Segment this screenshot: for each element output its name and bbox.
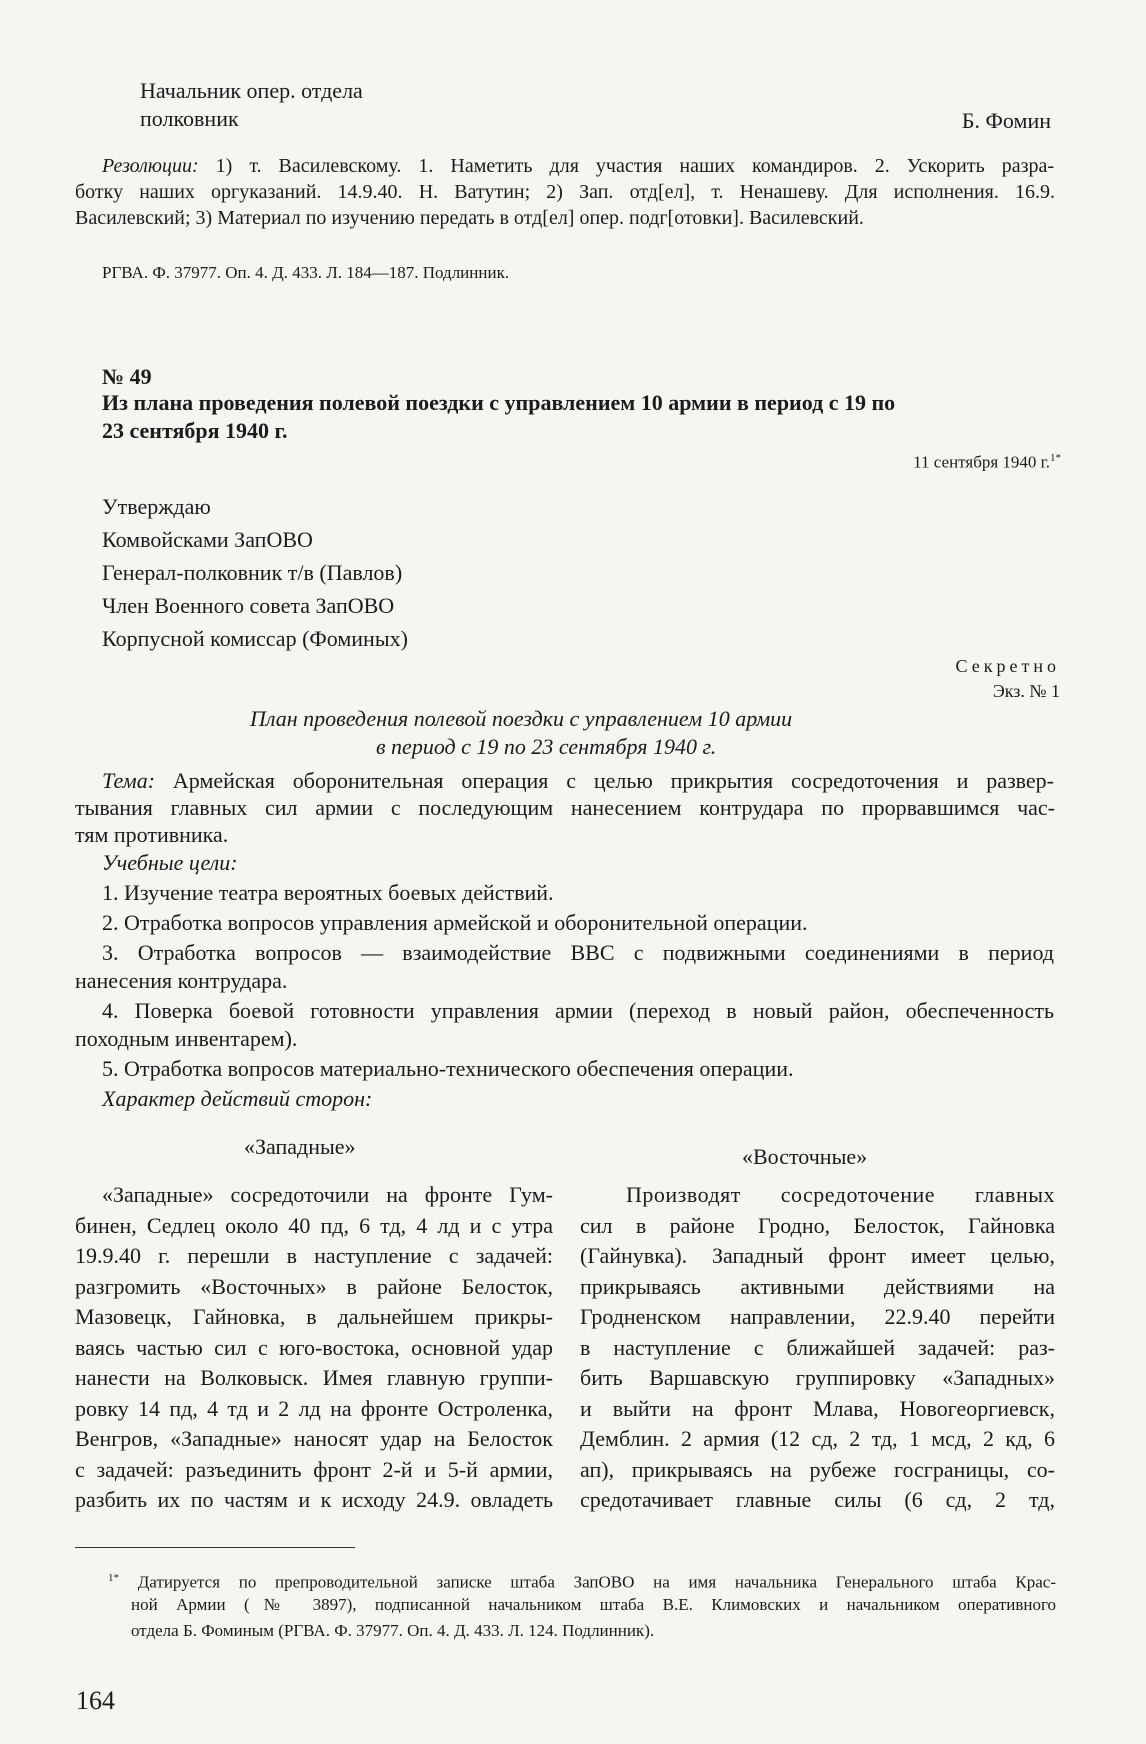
goal-4-line-1: 4. Поверка боевой готовности управления армии (переход в новый район, обеспеченность: [102, 998, 1054, 1023]
east-column: [580, 1180, 1055, 1516]
west-heading: «Западные»: [244, 1134, 356, 1159]
east-heading: «Восточные»: [742, 1144, 868, 1169]
east-line: ап), прикрываясь на рубеже госграницы, со-: [580, 1456, 1055, 1482]
page-number: 164: [76, 1686, 115, 1715]
goal-4-line-2: походным инвентарем).: [75, 1026, 298, 1051]
resolutions-label: Резолюции:: [102, 155, 199, 177]
sides-label: Характер действий сторон:: [102, 1086, 373, 1111]
theme-label: Тема:: [102, 768, 156, 793]
east-line: Гродненском направлении, 22.9.40 перейти: [580, 1304, 1055, 1329]
signature-name: Б. Фомин: [961, 108, 1051, 133]
document-number: № 49: [102, 364, 152, 389]
west-line: разбить их по частям и к исходу 24.9. овладеть: [75, 1487, 553, 1512]
theme-line-3: тям противника.: [75, 822, 229, 847]
west-column: [75, 1180, 553, 1516]
theme-text: Армейская оборонительная операция с целью прикрытия сосредоточения и развер-: [172, 768, 1055, 793]
plan-title-line-2: в период с 19 по 23 сентября 1940 г.: [376, 734, 717, 759]
footnote-rule: [75, 1547, 355, 1548]
approval-line: Генерал-полковник т/в (Павлов): [102, 560, 403, 585]
secrecy-stamp: Секретно: [955, 656, 1060, 676]
goal-5: 5. Отработка вопросов материально-технического обеспечения операции.: [102, 1056, 794, 1081]
east-line: сил в районе Гродно, Белосток, Гайновка: [580, 1212, 1055, 1238]
copy-number: Экз. № 1: [992, 681, 1060, 701]
footnote-line-2: ной Армии (№ 3897), подписанной начальником штаба В.Е. Климовских и начальником оперативного: [131, 1595, 1056, 1614]
west-line: ровку 14 пд, 4 тд и 2 лд на фронте Остроленка,: [75, 1395, 553, 1421]
west-line: с задачей: разъединить фронт 2-й и 5-й армии,: [75, 1456, 553, 1482]
goal-3-line-2: нанесения контрудара.: [75, 968, 288, 993]
resolutions-line-1: 1) т. Василевскому. 1. Наметить для участия наших командиров. 2. Ускорить разра-: [215, 155, 1055, 177]
document-title-line-1: Из плана проведения полевой поездки с управлением 10 армии в период с 19 по: [102, 390, 896, 415]
west-line: бинен, Седлец около 40 пд, 6 тд, 4 лд и с утра: [75, 1212, 553, 1238]
approval-line: Комвойсками ЗапОВО: [102, 527, 313, 552]
west-line: Венгров, «Западные» наносят удар на Белосток: [75, 1426, 553, 1451]
resolutions-line-3: Василевский; 3) Материал по изучению передать в отд[ел] опер. подг[отовки]. Василевский.: [75, 207, 864, 229]
footnote-line-3: отдела Б. Фоминым (РГВА. Ф. 37977. Оп. 4. Д. 433. Л. 124. Подлинник).: [131, 1621, 655, 1640]
east-line: Производят сосредоточение главных: [626, 1182, 1055, 1207]
east-line: прикрываясь активными действиями на: [580, 1273, 1055, 1299]
theme-line-2: тывания главных сил армии с последующим нанесением контрудара по прорвавшимся час-: [75, 795, 1055, 820]
approval-line: Член Военного совета ЗапОВО: [102, 593, 395, 618]
west-line: ваясь частью сил с юго-востока, основной удар: [75, 1334, 553, 1360]
west-line: нанести на Волковыск. Имея главную группи-: [75, 1365, 553, 1390]
footnote: [108, 1568, 1056, 1593]
footnote-line-1: Датируется по препроводительной записке штаба ЗапОВО на имя начальника Генерального штаба Крас-: [137, 1572, 1056, 1592]
west-line: Мазовецк, Гайновка, в дальнейшем прикры-: [75, 1304, 553, 1329]
east-line: и выйти на фронт Млава, Новогеоргиевск,: [580, 1395, 1055, 1421]
west-line: «Западные» сосредоточили на фронте Гум-: [102, 1182, 553, 1207]
footnote-marker: 1*: [108, 1572, 119, 1584]
document-date: [913, 448, 1061, 473]
east-line: бить Варшавскую группировку «Западных»: [580, 1365, 1055, 1390]
west-line: разгромить «Восточных» в районе Белосток,: [75, 1273, 553, 1299]
signature-title-1: Начальник опер. отдела: [140, 78, 363, 103]
date-text: 11 сентября 1940 г.: [913, 452, 1050, 472]
goal-3-line-1: 3. Отработка вопросов — взаимодействие ВВС с подвижными соединениями в период: [102, 940, 1054, 965]
goal-1: 1. Изучение театра вероятных боевых действий.: [102, 880, 554, 905]
west-line: 19.9.40 г. перешли в наступление с задачей:: [75, 1243, 553, 1268]
approval-block: [102, 490, 408, 655]
east-line: средотачивает главные силы (6 сд, 2 тд,: [580, 1487, 1055, 1512]
resolutions: [102, 154, 1054, 178]
goals-label: Учебные цели:: [102, 850, 238, 875]
approval-line: Корпусной комиссар (Фоминых): [102, 626, 408, 651]
east-line: (Гайнувка). Западный фронт имеет целью,: [580, 1243, 1055, 1268]
goal-2: 2. Отработка вопросов управления армейской и оборонительной операции.: [102, 910, 808, 935]
document-title-line-2: 23 сентября 1940 г.: [102, 418, 288, 443]
plan-title-line-1: План проведения полевой поездки с управлением 10 армии: [250, 706, 793, 731]
signature-title-2: полковник: [140, 106, 239, 131]
date-footnote-mark: 1*: [1050, 452, 1061, 464]
east-line: Демблин. 2 армия (12 сд, 2 тд, 1 мсд, 2 кд, 6: [580, 1426, 1055, 1451]
archive-reference: РГВА. Ф. 37977. Оп. 4. Д. 433. Л. 184—187. Подлинник.: [102, 263, 510, 282]
resolutions-line-2: ботку наших оргуказаний. 14.9.40. Н. Ватутин; 2) Зап. отд[ел], т. Ненашеву. Для исполнения. 16.9.: [75, 181, 1055, 203]
theme-line-1: [102, 768, 1054, 794]
approval-line: Утверждаю: [102, 494, 211, 519]
east-line: в наступление с ближайшей задачей: раз-: [580, 1334, 1055, 1360]
